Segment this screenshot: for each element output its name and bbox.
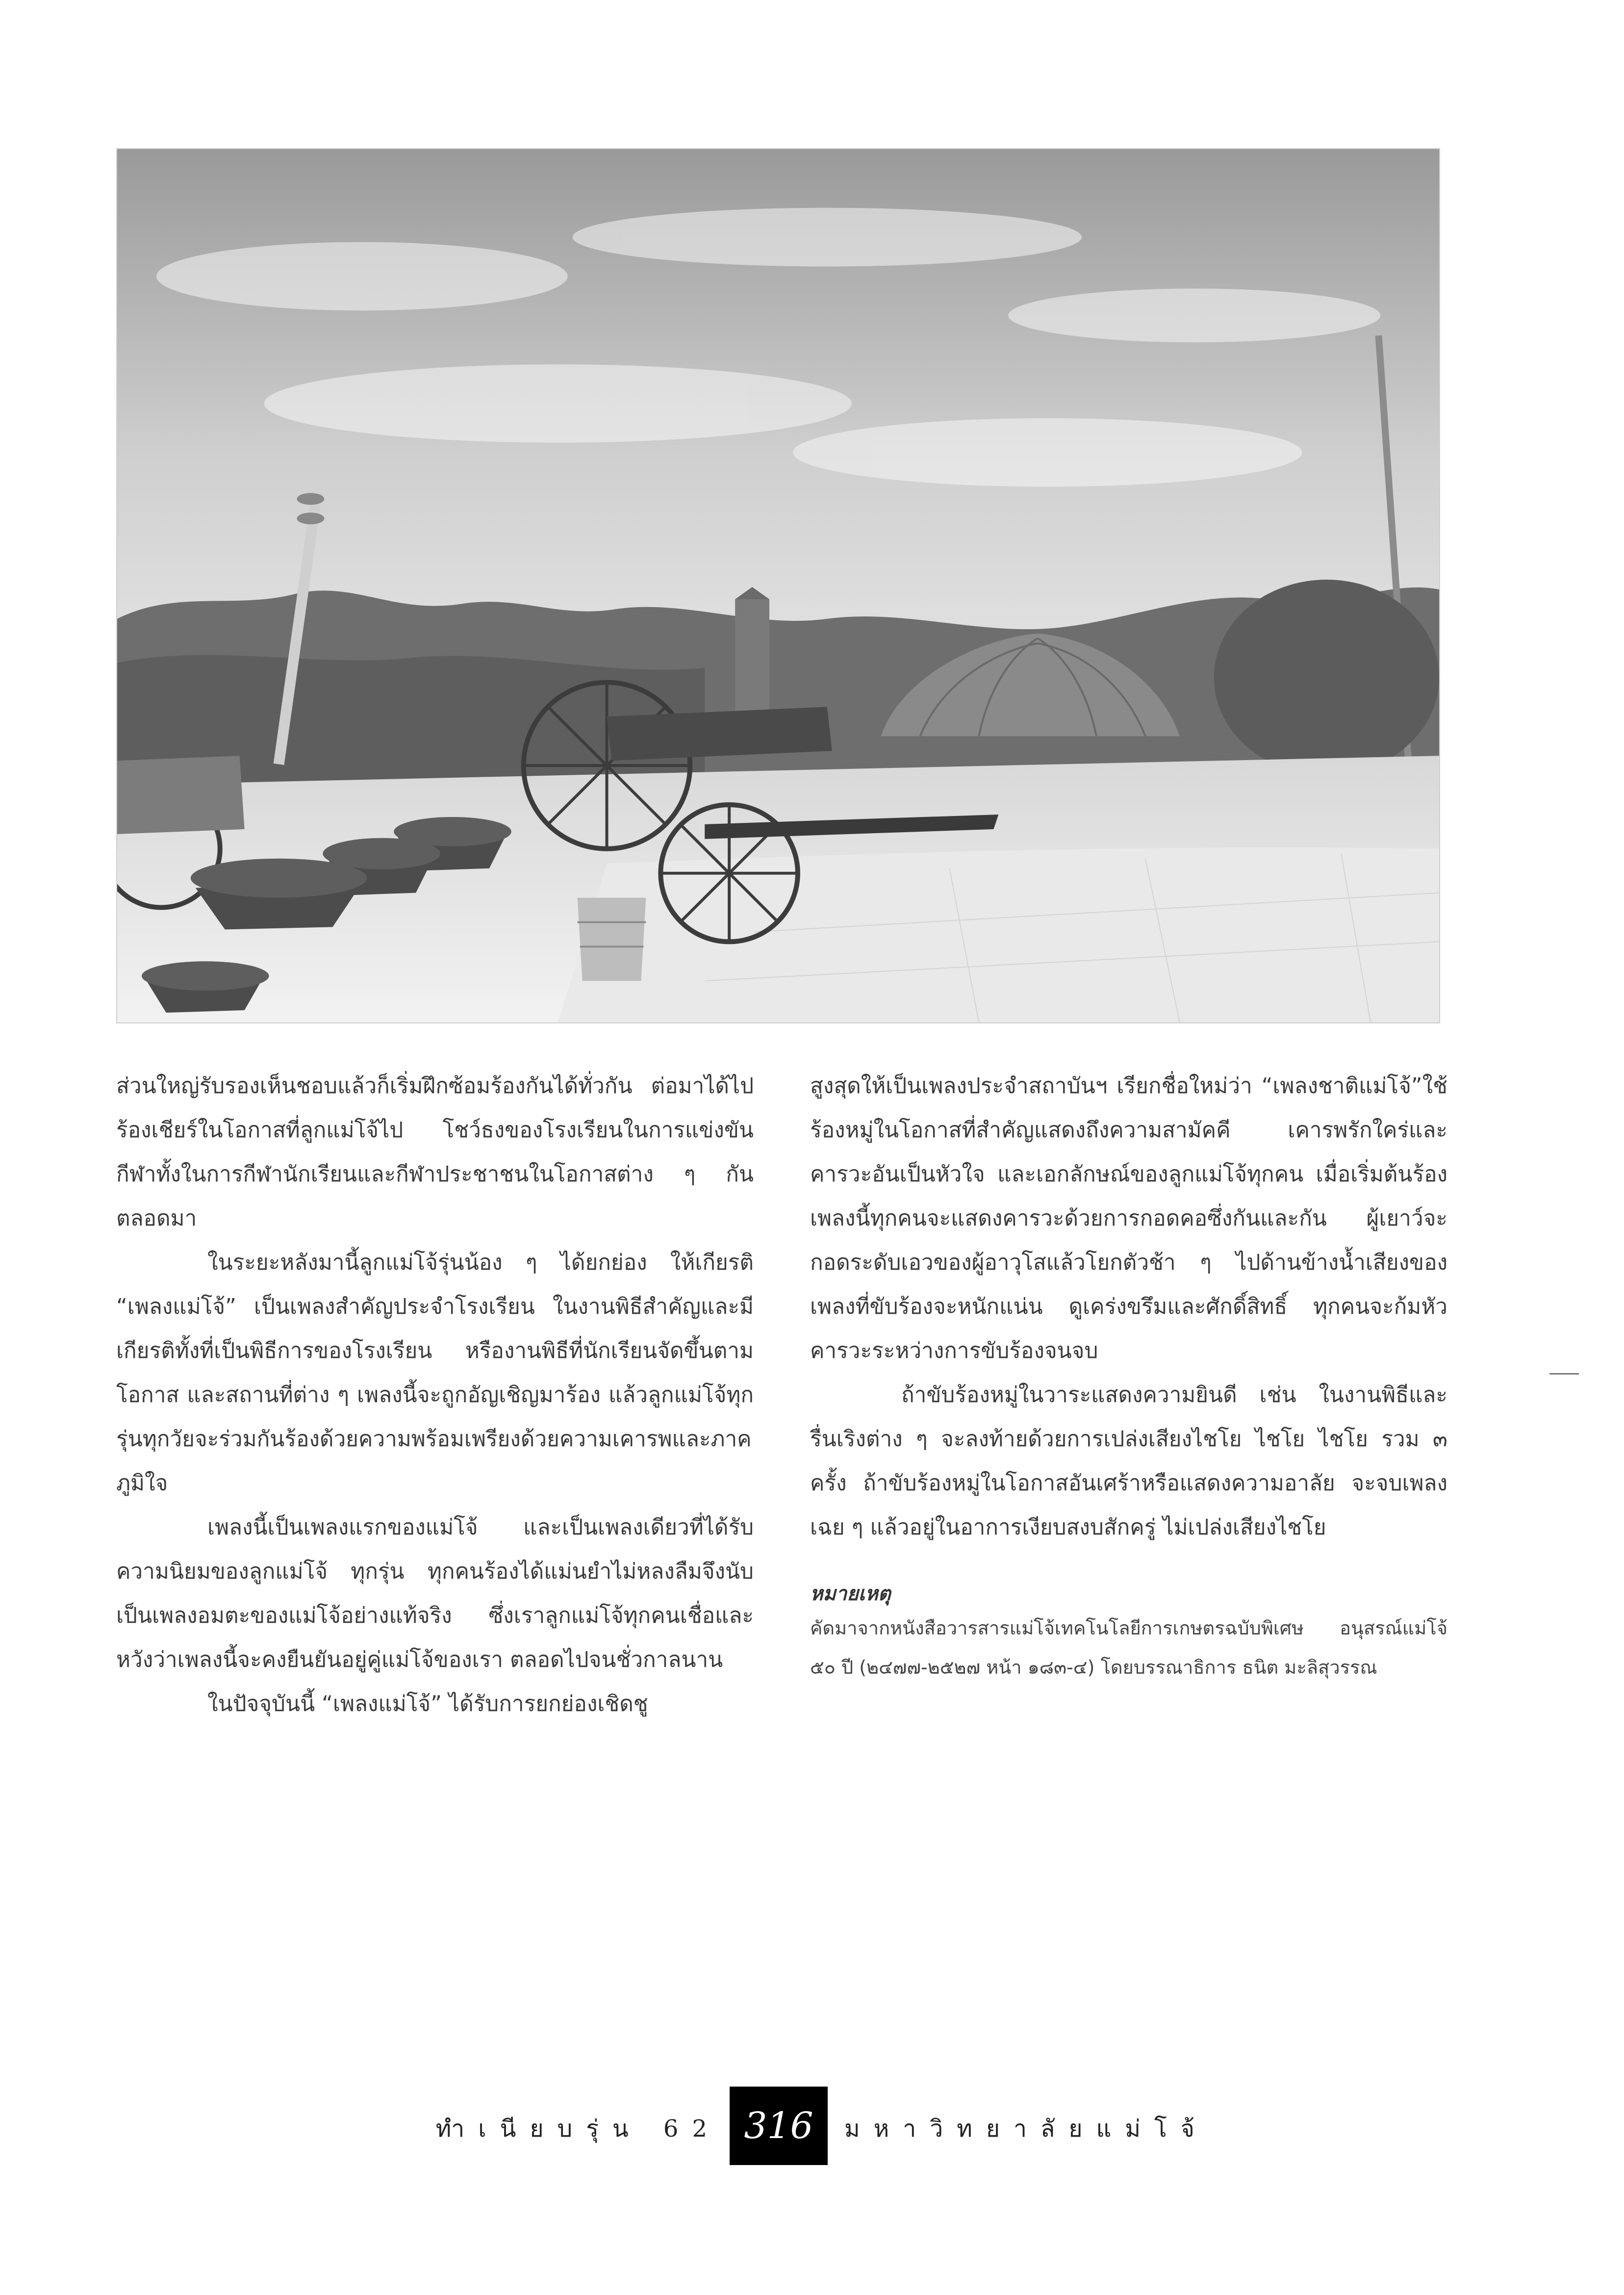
- paragraph: ในปัจจุบันนี้ “เพลงแม่โจ้” ได้รับการยกย่องเชิดชู: [207, 1691, 648, 1716]
- paragraph: ถ้าขับร้องหมู่ในวาระแสดงความยินดี เช่น ในงานพิธีและรื่นเริงต่าง ๆ จะลงท้ายด้วยการเปล่งเสียงไชโย ไชโย ไชโย รวม ๓ ครั้ง ถ้าขับร้องหมู่ในโอกาสอันเศร้าหรือแสดงความอาลัย จะจบเพลงเฉย ๆ แล้วอยู่ในอาการเงียบสงบสักครู่ ไม่เปล่งเสียงไชโย: [810, 1382, 1447, 1540]
- page-number: 316: [730, 2087, 828, 2165]
- paragraph: เพลงนี้เป็นเพลงแรกของแม่โจ้ และเป็นเพลงเดียวที่ได้รับความนิยมของลูกแม่โจ้ ทุกรุ่น ทุกคนร้องได้แม่นยำไม่หลงลืมจึงนับเป็นเพลงอมตะของแม่โจ้อย่างแท้จริง ซึ่งเราลูกแม่โจ้ทุกคนเชื่อและหวังว่าเพลงนี้จะคงยืนยันอยู่คู่แม่โจ้ของเรา ตลอดไปจนชั่วกาลนาน: [116, 1515, 754, 1672]
- campus-garden-photo: [116, 148, 1440, 1023]
- note-block: [810, 1579, 1447, 1687]
- right-text-column: [810, 1064, 1447, 1687]
- photo-illustration: [117, 149, 1439, 1022]
- paragraph: ในระยะหลังมานี้ลูกแม่โจ้รุ่นน้อง ๆ ได้ยกย่อง ให้เกียรติ “เพลงแม่โจ้” เป็นเพลงสำคัญประจำโรงเรียน ในงานพิธีสำคัญและมีเกียรติทั้งที่เป็นพิธีการของโรงเรียน หรืองานพิธีที่นักเรียนจัดขึ้นตามโอกาส และสถานที่ต่าง ๆ เพลงนี้จะถูกอัญเชิญมาร้อง แล้วลูกแม่โจ้ทุกรุ่นทุกวัยจะร่วมกันร้องด้วยความพร้อมเพรียงด้วยความเคารพและภาคภูมิใจ: [116, 1250, 754, 1496]
- note-title: หมายเหตุ: [810, 1582, 891, 1605]
- left-text-column: [116, 1064, 754, 1726]
- footer-yearbook-title: ทำเนียบรุ่น 62: [435, 2115, 721, 2142]
- footer-university-name: มหาวิทยาลัยแม่โจ้: [844, 2115, 1208, 2142]
- paragraph: สูงสุดให้เป็นเพลงประจำสถาบันฯ เรียกชื่อใหม่ว่า “เพลงชาติแม่โจ้”ใช้ร้องหมู่ในโอกาสที่สำคัญแสดงถึงความสามัคคี เคารพรักใคร่และคารวะอันเป็นหัวใจ และเอกลักษณ์ของลูกแม่โจ้ทุกคน เมื่อเริ่มต้นร้องเพลงนี้ทุกคนจะแสดงคารวะด้วยการกอดคอซึ่งกันและกัน ผู้เยาว์จะกอดระดับเอวของผู้อาวุโสแล้วโยกตัวช้า ๆ ไปด้านข้างน้ำเสียงของเพลงที่ขับร้องจะหนักแน่น ดูเคร่งขรึมและศักดิ์สิทธิ์ ทุกคนจะก้มหัวคารวะระหว่างการขับร้องจนจบ: [810, 1073, 1447, 1363]
- page-footer: [0, 2087, 1624, 2165]
- paragraph: ส่วนใหญ่รับรองเห็นชอบแล้วก็เริ่มฝึกซ้อมร้องกันได้ทั่วกัน ต่อมาได้ไปร้องเชียร์ในโอกาสที่ลูกแม่โจ้ไป โชว์ธงของโรงเรียนในการแข่งขันกีฬาทั้งในการกีฬานักเรียนและกีฬาประชาชนในโอกาสต่าง ๆ กันตลอดมา: [116, 1073, 754, 1231]
- note-text: คัดมาจากหนังสือวารสารแม่โจ้เทคโนโลยีการเกษตรฉบับพิเศษ อนุสรณ์แม่โจ้ ๕๐ ปี (๒๔๗๗-๒๕๒๗ หน้า ๑๘๓-๔) โดยบรรณาธิการ ธนิต มะลิสุวรรณ: [810, 1617, 1447, 1678]
- margin-mark: [1549, 1373, 1579, 1375]
